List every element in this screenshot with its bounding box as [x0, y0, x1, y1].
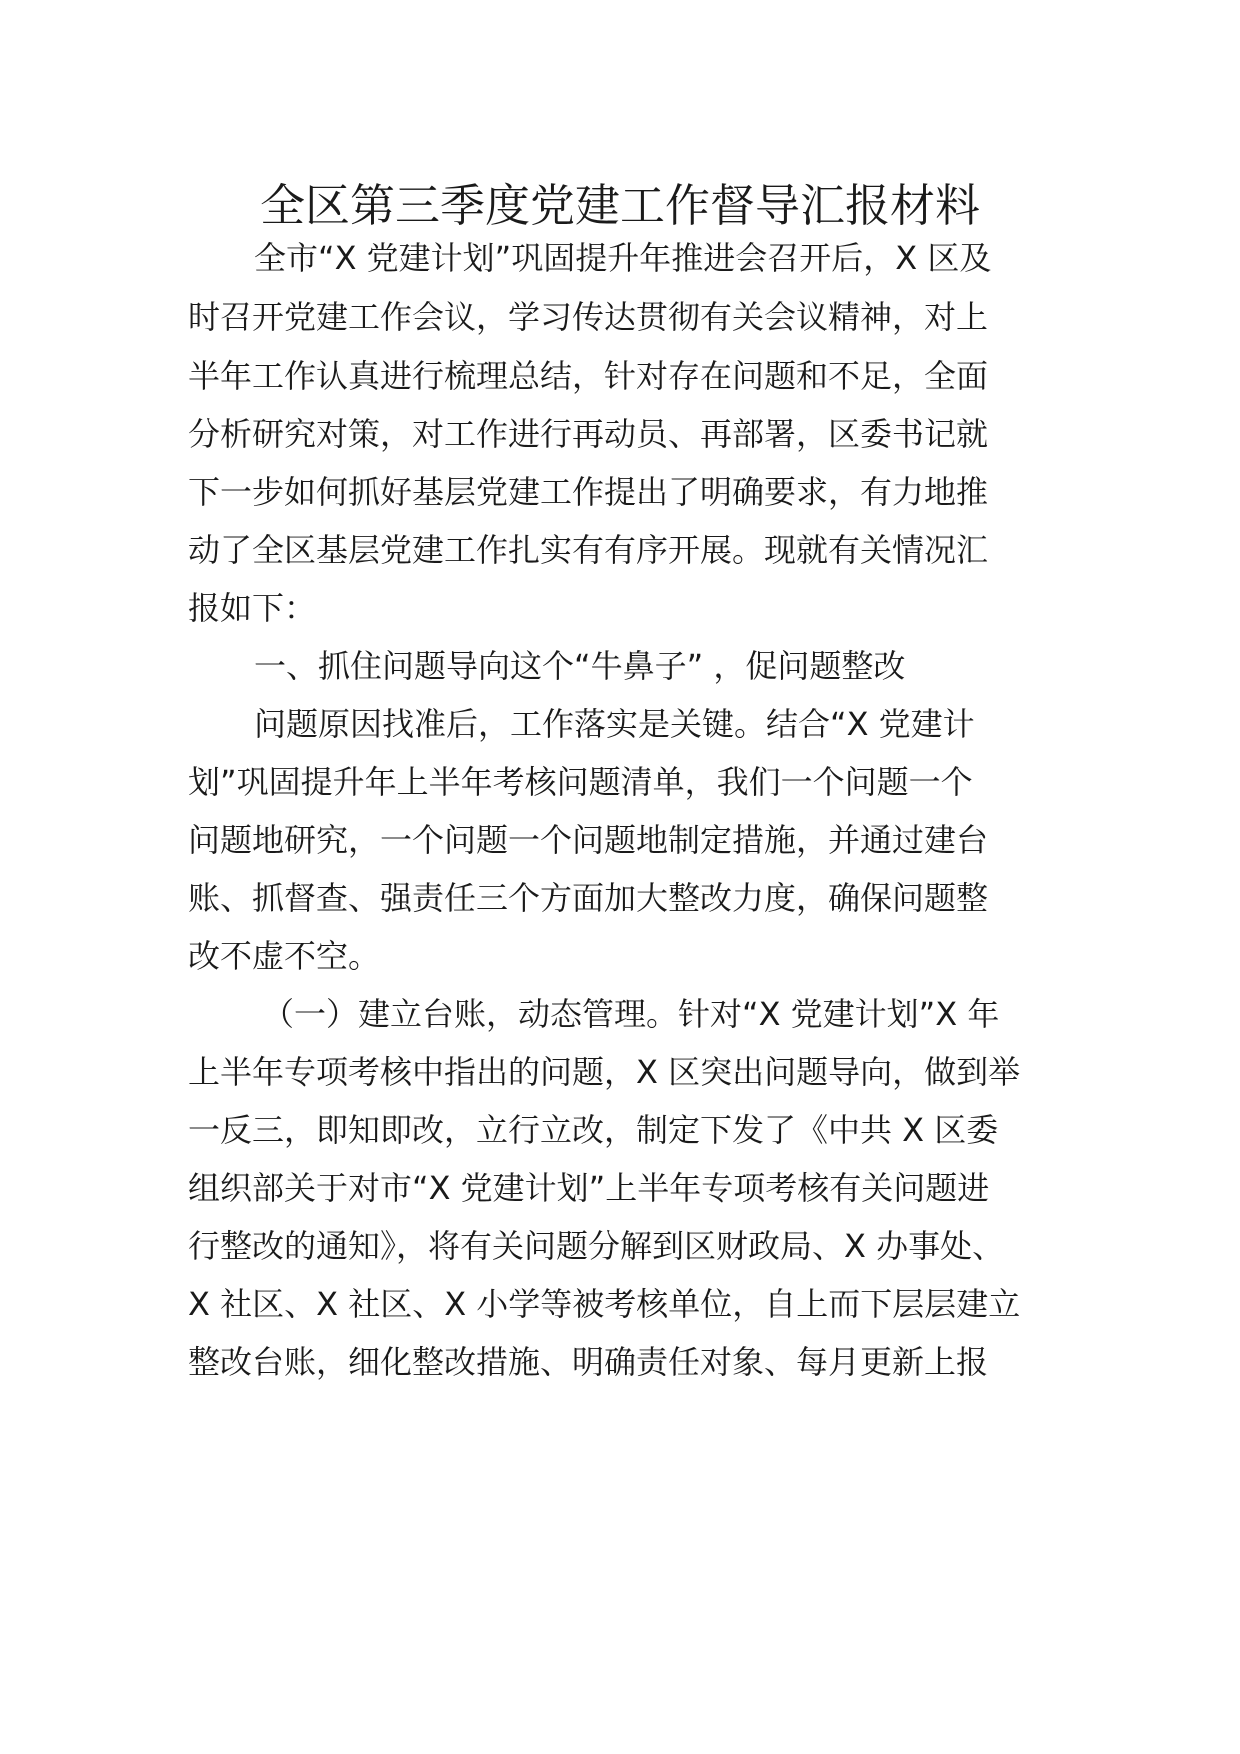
paragraph-line: 动了全区基层党建工作扎实有有序开展。现就有关情况汇: [188, 531, 989, 569]
paragraph-line: 下一步如何抓好基层党建工作提出了明确要求，有力地推: [188, 473, 989, 511]
section-heading: 一、抓住问题导向这个“牛鼻子” ，促问题整改: [254, 647, 906, 685]
paragraph-line: 分析研究对策，对工作进行再动员、再部署，区委书记就: [188, 415, 989, 453]
paragraph-line: 问题原因找准后，工作落实是关键。结合“X 党建计: [254, 705, 975, 743]
paragraph-line: 行整改的通知》，将有关问题分解到区财政局、X 办事处、: [188, 1227, 1005, 1265]
paragraph-line: 半年工作认真进行梳理总结，针对存在问题和不足，全面: [188, 357, 989, 395]
paragraph-line: 问题地研究，一个问题一个问题地制定措施，并通过建台: [188, 821, 989, 859]
paragraph-line: 一反三，即知即改，立行立改，制定下发了《中共 X 区委: [188, 1111, 999, 1149]
paragraph-line: 账、抓督查、强责任三个方面加大整改力度，确保问题整: [188, 879, 989, 917]
paragraph-line: 上半年专项考核中指出的问题，X 区突出问题导向，做到举: [188, 1053, 1021, 1091]
paragraph-line: 时召开党建工作会议，学习传达贯彻有关会议精神，对上: [188, 298, 989, 336]
subsection-line: （一）建立台账，动态管理。针对“X 党建计划”X 年: [262, 995, 1000, 1033]
paragraph-line: 划”巩固提升年上半年考核问题清单，我们一个问题一个: [188, 763, 973, 801]
document-title: 全区第三季度党建工作督导汇报材料: [259, 179, 980, 232]
paragraph-line: 改不虚不空。: [188, 937, 381, 975]
paragraph-line: 报如下：: [188, 589, 317, 627]
paragraph-line: 全市“X 党建计划”巩固提升年推进会召开后，X 区及: [254, 239, 992, 277]
paragraph-line: X 社区、X 社区、X 小学等被考核单位，自上而下层层建立: [188, 1285, 1021, 1323]
paragraph-line: 整改台账，细化整改措施、明确责任对象、每月更新上报: [188, 1343, 989, 1381]
paragraph-line: 组织部关于对市“X 党建计划”上半年专项考核有关问题进: [188, 1169, 990, 1207]
